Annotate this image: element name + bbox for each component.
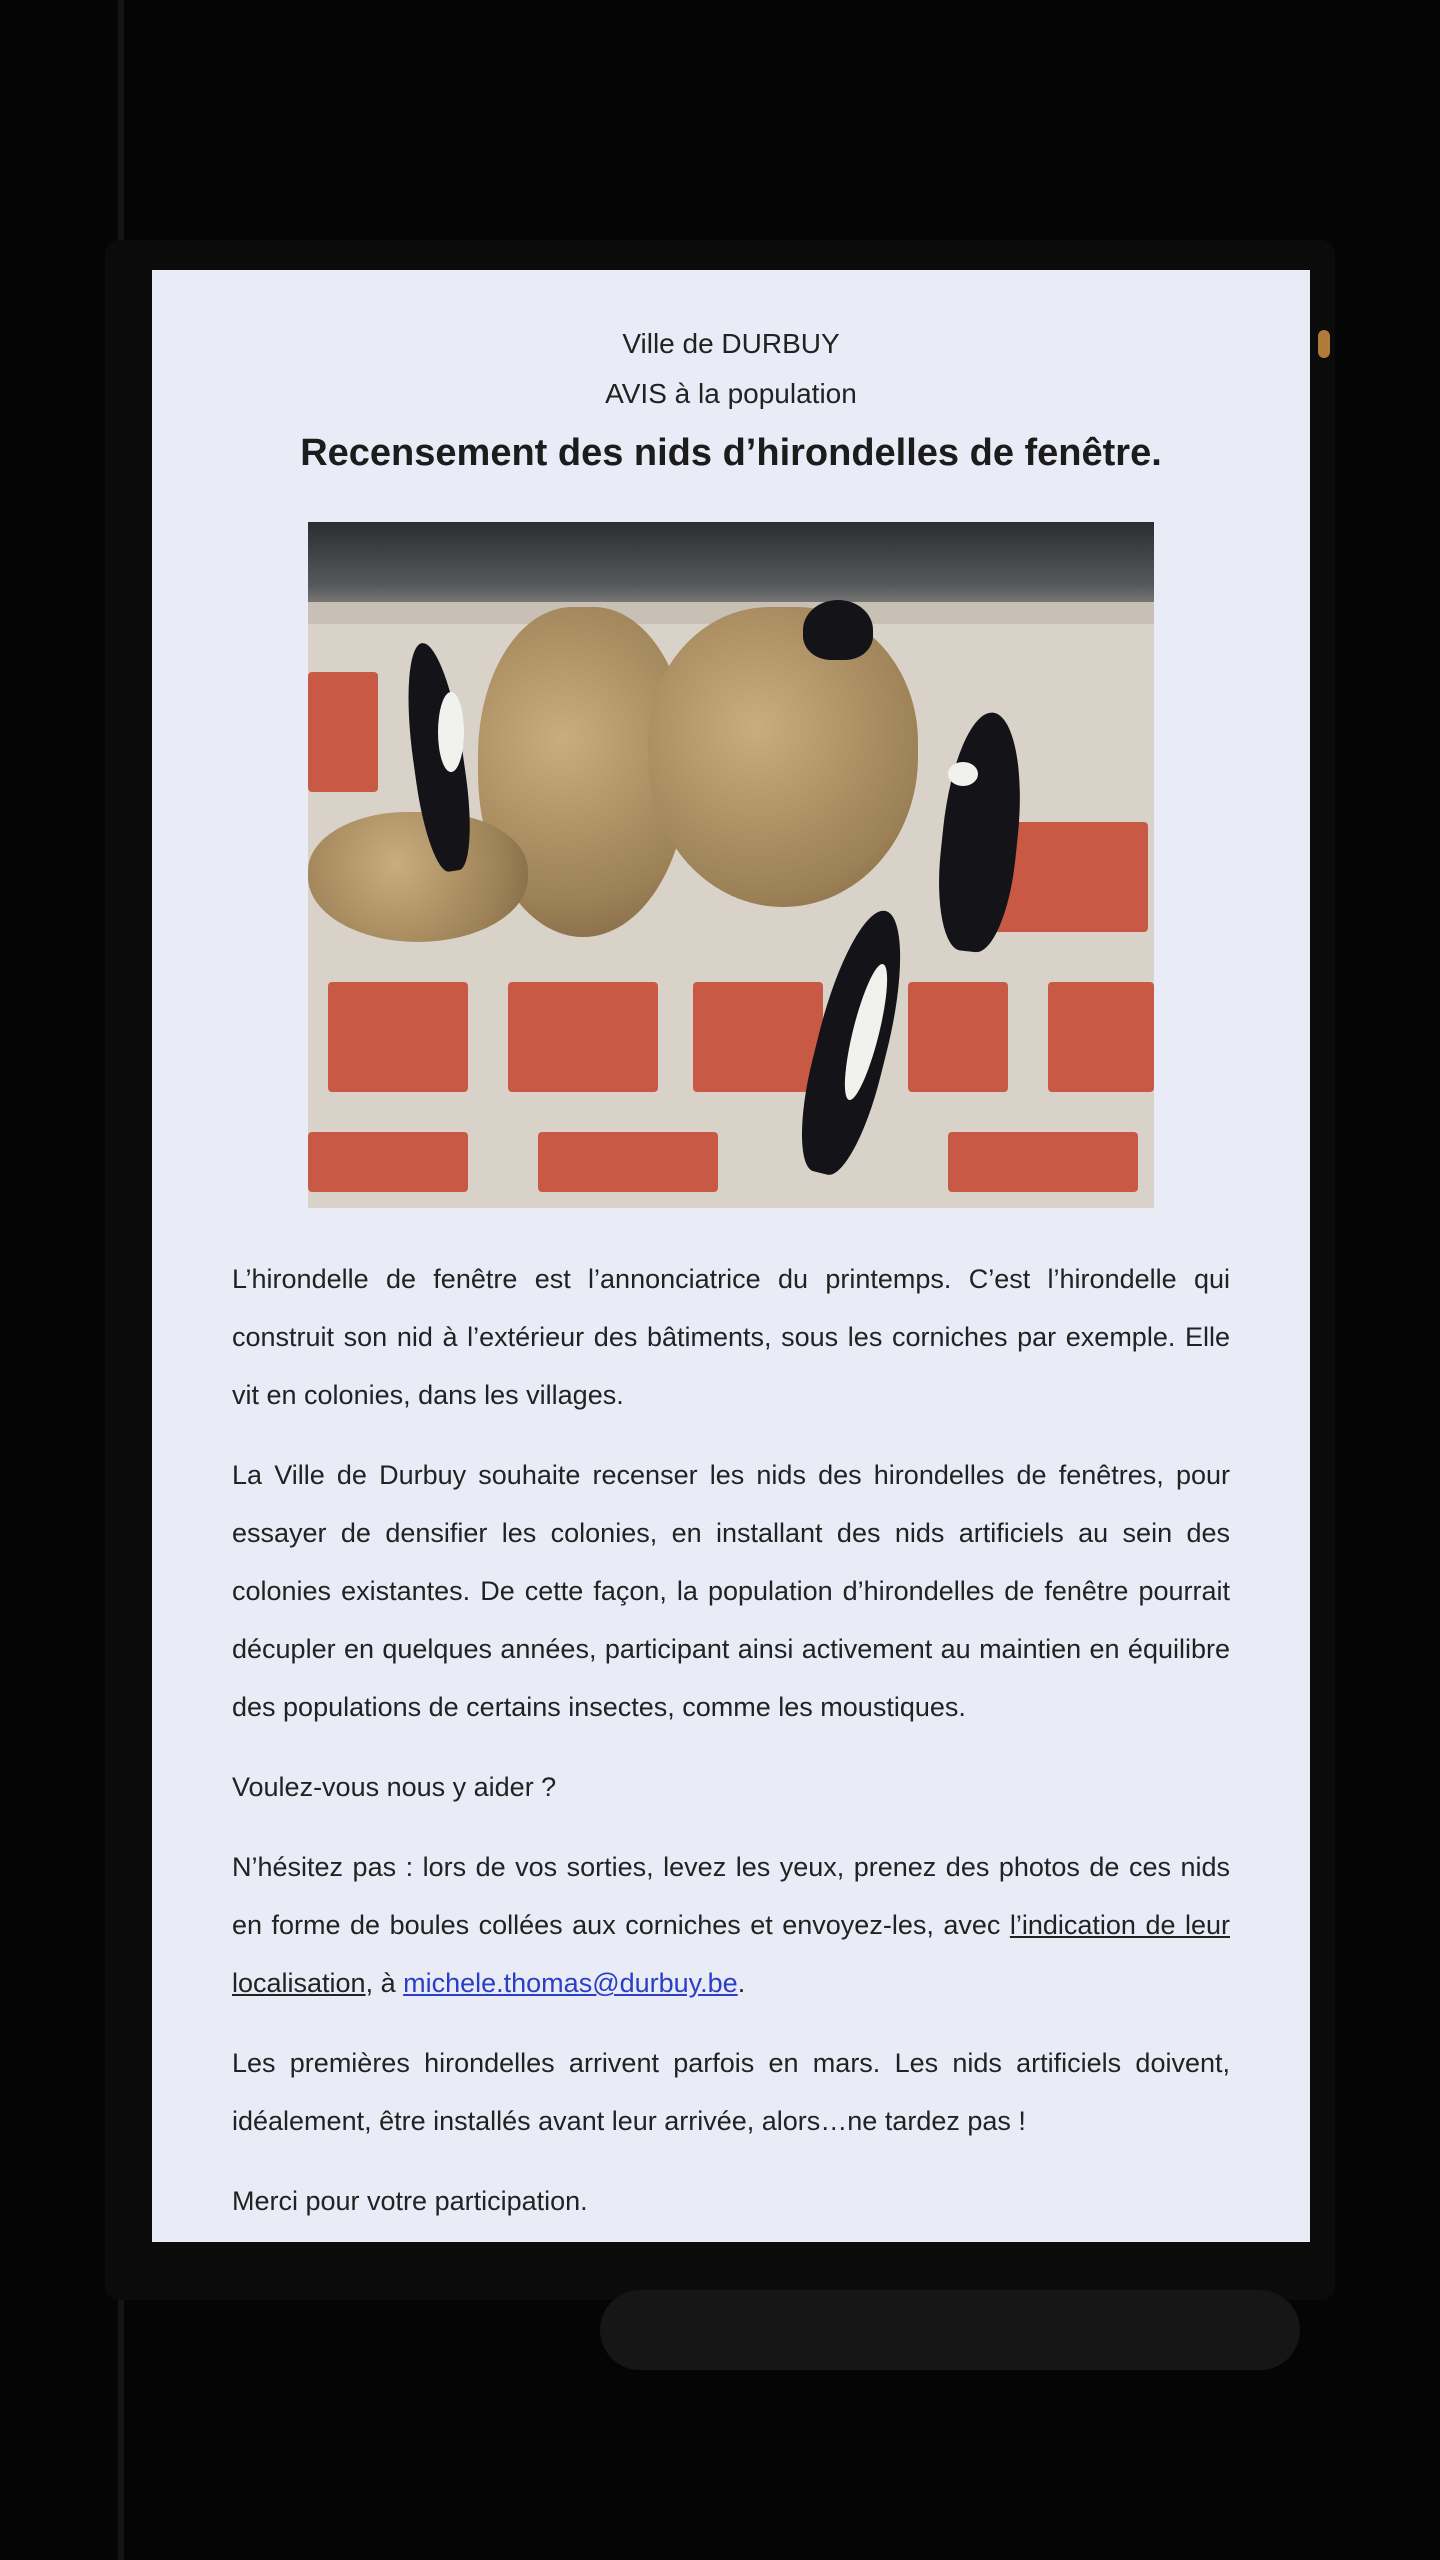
instructions-join: , à (365, 1968, 404, 1998)
census-paragraph: La Ville de Durbuy souhaite recenser les nids des hirondelles de fenêtres, pour essayer de densifier les colonies, en installant des nids artificiels au sein des colonies existantes. De cette façon, la population d’hirondelles de fenêtre pourrait décupler en quelques années, participant ainsi activement au maintien en équilibre des populations de certains insectes, comme les moustiques. (232, 1460, 1230, 1722)
photo-brick (328, 982, 468, 1092)
photo-brick (948, 1132, 1138, 1192)
photo-brick (1048, 982, 1154, 1092)
notice-header (232, 320, 1230, 484)
photo-brick (908, 982, 1008, 1092)
notice-title: Recensement des nids d’hirondelles de fenêtre. (300, 432, 1162, 474)
photo-nest (648, 607, 918, 907)
notice-body (232, 1250, 1230, 2230)
thanks-text: Merci pour votre participation. (232, 2186, 588, 2216)
photo-bird-belly (438, 692, 464, 772)
intro-paragraph: L’hirondelle de fenêtre est l’annonciatrice du printemps. C’est l’hirondelle qui construit son nid à l’extérieur des bâtiments, sous les corniches par exemple. Elle vit en colonies, dans les villages. (232, 1264, 1230, 1410)
photo-brick (693, 982, 823, 1092)
notice-audience: AVIS à la population (605, 378, 857, 409)
photo-bird-belly (948, 762, 978, 786)
photo-brick (308, 672, 378, 792)
ambient-light (1318, 330, 1330, 358)
photo-brick (308, 1132, 468, 1192)
photo-bird (803, 600, 873, 660)
town-name: Ville de DURBUY (622, 328, 840, 359)
help-question: Voulez-vous nous y aider ? (232, 1772, 557, 1802)
instructions-text: N’hésitez pas : lors de vos sorties, levez les yeux, prenez des photos de ces nids en forme de boules collées aux corniches et envoyez-les, avec (232, 1852, 1230, 1940)
email-link[interactable]: michele.thomas@durbuy.be (403, 1968, 738, 1998)
instructions-paragraph (232, 1838, 1230, 2012)
photo-brick (508, 982, 658, 1092)
location-indication: l’indication de leur localisation (232, 1910, 1230, 1998)
arrival-paragraph: Les premières hirondelles arrivent parfois en mars. Les nids artificiels doivent, idéalement, être installés avant leur arrivée, alors…ne tardez pas ! (232, 2048, 1230, 2136)
photo-nest (308, 812, 528, 942)
photo-beam (308, 522, 1154, 612)
house-martins-nests-photo (308, 522, 1154, 1208)
notice-screen (152, 270, 1310, 2242)
floor-reflection (600, 2290, 1300, 2370)
photo-brick (538, 1132, 718, 1192)
instructions-end: . (737, 1968, 746, 1998)
